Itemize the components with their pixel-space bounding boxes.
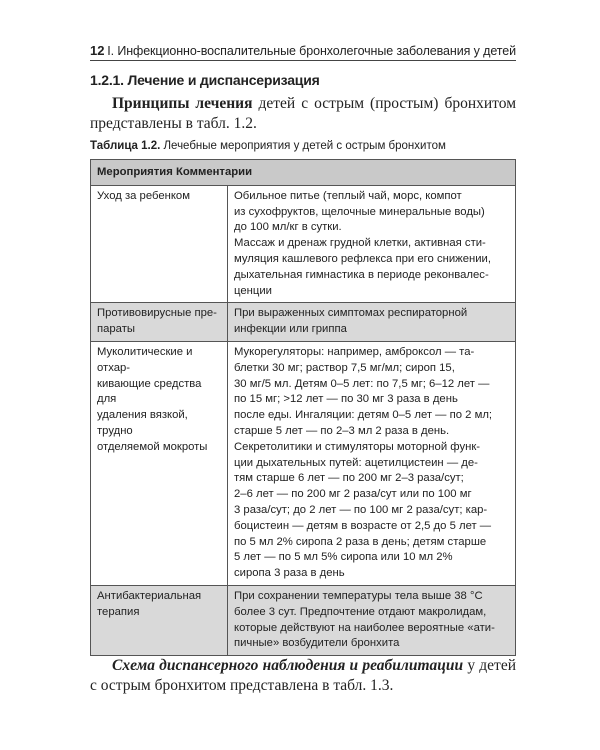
table-caption-text: Лечебные мероприятия у детей с острым бронхитом bbox=[160, 140, 446, 152]
comment-cell: Мукорегуляторы: например, амброксол — та- блетки 30 мг; раствор 7,5 мг/мл; сироп 15, 30 мг/5 мл. Детям 0–5 лет: по 7,5 мг; 6–12 лет — по 15 мг; >12 лет — по 30 мг 3 раза в день после еды. Ингаляции: детям 0–5 лет — по 2 мл; старше 5 лет — по 2–3 мл 2 раза в день. Секретолитики и стимуляторы моторной функ- ции дыхательных путей: ацетилцистеин — де- тям старше 6 лет — по 200 мг 2–3 раза/сут; 2–6 лет — по 200 мг 2 раза/сут или по 100 мг 3 раза/сут; до 2 лет — по 100 мг 2 раза/сут; кар- боцистеин — детям в возрасте от 2,5 до 5 лет — по 5 мл 2% сиропа 2 раза в день; детям старше 5 лет — по 5 мл 5% сиропа или 10 мл 2% сиропа 3 раза в день bbox=[228, 341, 516, 585]
treatment-table bbox=[90, 159, 516, 656]
table-header-row bbox=[91, 160, 516, 186]
table-header-cell: Мероприятия Комментарии bbox=[91, 160, 516, 186]
table-caption-label: Таблица 1.2. bbox=[90, 140, 161, 152]
intro-paragraph bbox=[90, 94, 516, 134]
measure-cell: Уход за ребенком bbox=[91, 185, 228, 303]
comment-cell: Обильное питье (теплый чай, морс, компот из сухофруктов, щелочные минеральные воды) до 100 мл/кг в сутки. Массаж и дренаж грудной клетки, активная сти- муляция кашлевого рефлекса при его снижении, дыхательная гимнастика в периоде реконвалес- ценции bbox=[228, 185, 516, 303]
comment-cell: При сохранении температуры тела выше 38 °С более 3 сут. Предпочтение отдают макролидам, которые действуют на наиболее вероятные «ати- пичные» возбудители бронхита bbox=[228, 585, 516, 655]
table-row bbox=[91, 303, 516, 342]
page-number: 12 bbox=[90, 43, 105, 58]
page-header bbox=[90, 38, 516, 58]
comment-cell: При выраженных симптомах респираторной инфекции или гриппа bbox=[228, 303, 516, 342]
header-rule bbox=[90, 60, 516, 61]
measure-cell: Противовирусные пре- параты bbox=[91, 303, 228, 342]
intro-bold-term: Принципы лечения bbox=[112, 95, 253, 112]
table-row bbox=[91, 341, 516, 585]
closing-text: у детей с острым бронхитом представлена в табл. 1.3. bbox=[90, 657, 516, 694]
closing-paragraph bbox=[90, 656, 516, 696]
measure-cell: Муколитические и отхар- кивающие средства для удаления вязкой, трудно отделяемой мокроты bbox=[91, 341, 228, 585]
measure-cell: Антибактериальная терапия bbox=[91, 585, 228, 655]
table-caption bbox=[90, 140, 446, 152]
table-row bbox=[91, 585, 516, 655]
intro-text: детей с острым (простым) бронхитом представлены в табл. 1.2. bbox=[90, 95, 516, 132]
running-head: I. Инфекционно-воспалительные бронхолегочные заболевания у детей bbox=[107, 44, 516, 58]
section-heading: 1.2.1. Лечение и диспансеризация bbox=[90, 72, 320, 88]
table-row bbox=[91, 185, 516, 303]
closing-bold-term: Схема диспансерного наблюдения и реабилитации bbox=[112, 657, 464, 674]
